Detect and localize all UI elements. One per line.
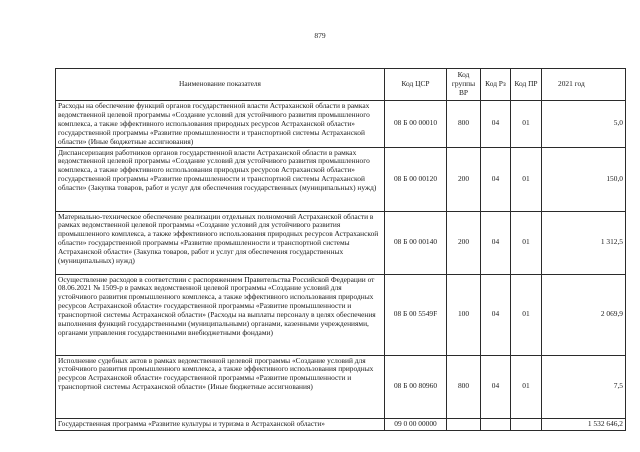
header-csr: Код ЦСР bbox=[385, 69, 447, 101]
row-rz bbox=[481, 418, 511, 430]
row-amount: 1 532 646,2 bbox=[542, 418, 626, 430]
row-pr: 01 bbox=[511, 355, 542, 418]
row-rz: 04 bbox=[481, 274, 511, 355]
row-pr: 01 bbox=[511, 147, 542, 211]
row-amount: 2 069,9 bbox=[542, 274, 626, 355]
header-year: 2021 год bbox=[542, 69, 626, 101]
header-rz: Код Рз bbox=[481, 69, 511, 101]
header-pr: Код ПР bbox=[511, 69, 542, 101]
row-amount: 150,0 bbox=[542, 147, 626, 211]
table-row bbox=[56, 147, 626, 211]
row-name: Диспансеризация работников органов государственной власти Астраханской области в рамках ведомственной целевой программы «Создание условий для устойчивого развития промышленного комплекса, а также эффективного использования природных ресурсов Астраханской области» государственной программы «Развитие промышленности и транспортной системы Астраханской области» (Закупка товаров, работ и услуг для обеспечения государственных (муниципальных) нужд) bbox=[56, 147, 385, 211]
row-vr bbox=[447, 418, 481, 430]
row-amount: 7,5 bbox=[542, 355, 626, 418]
row-csr: 08 Б 00 80960 bbox=[385, 355, 447, 418]
table-header-row bbox=[56, 69, 626, 101]
budget-table bbox=[55, 68, 626, 431]
table-row bbox=[56, 274, 626, 355]
row-amount: 1 312,5 bbox=[542, 211, 626, 274]
row-pr: 01 bbox=[511, 211, 542, 274]
row-rz: 04 bbox=[481, 101, 511, 148]
row-vr: 800 bbox=[447, 101, 481, 148]
row-csr: 08 Б 00 5549F bbox=[385, 274, 447, 355]
row-csr: 08 Б 00 00120 bbox=[385, 147, 447, 211]
row-rz: 04 bbox=[481, 355, 511, 418]
row-csr: 08 Б 00 00010 bbox=[385, 101, 447, 148]
row-vr: 200 bbox=[447, 147, 481, 211]
row-pr bbox=[511, 418, 542, 430]
table-row bbox=[56, 355, 626, 418]
row-vr: 100 bbox=[447, 274, 481, 355]
row-vr: 200 bbox=[447, 211, 481, 274]
table-row bbox=[56, 211, 626, 274]
row-amount: 5,0 bbox=[542, 101, 626, 148]
header-vr: Код группы ВР bbox=[447, 69, 481, 101]
row-name: Осуществление расходов в соответствии с распоряжением Правительства Российской Федерации от 08.06.2021 № 1509-р в рамках ведомственной целевой программы «Создание условий для устойчивого развития промышленного комплекса, а также эффективного использования природных ресурсов Астраханской области» государственной программы «Развитие промышленности и транспортной системы Астраханской области» (Расходы на выплаты персоналу в целях обеспечения выполнения функций государственными (муниципальными) органами, казенными учреждениями, органами управления государственными внебюджетными фондами) bbox=[56, 274, 385, 355]
page-number: 879 bbox=[314, 31, 326, 40]
row-name: Исполнение судебных актов в рамках ведомственной целевой программы «Создание условий для устойчивого развития промышленного комплекса, а также эффективного использования природных ресурсов Астраханской области» государственной программы «Развитие промышленности и транспортной системы Астраханской области» (Иные бюджетные ассигнования) bbox=[56, 355, 385, 418]
row-csr: 09 0 00 00000 bbox=[385, 418, 447, 430]
row-vr: 800 bbox=[447, 355, 481, 418]
row-pr: 01 bbox=[511, 274, 542, 355]
row-pr: 01 bbox=[511, 101, 542, 148]
row-csr: 08 Б 00 00140 bbox=[385, 211, 447, 274]
table-row bbox=[56, 418, 626, 430]
row-name: Расходы на обеспечение функций органов государственной власти Астраханской области в рамках ведомственной целевой программы «Создание условий для устойчивого развития промышленного комплекса, а также эффективного использования природных ресурсов Астраханской области» государственной программы «Развитие промышленности и транспортной системы Астраханской области» (Иные бюджетные ассигнования) bbox=[56, 101, 385, 148]
header-name: Наименование показателя bbox=[56, 69, 385, 101]
table-row bbox=[56, 101, 626, 148]
row-name: Материально-техническое обеспечение реализации отдельных полномочий Астраханской области в рамках ведомственной целевой программы «Создание условий для устойчивого развития промышленного комплекса, а также эффективного использования природных ресурсов Астраханской области» государственной программы «Развитие промышленности и транспортной системы Астраханской области» (Закупка товаров, работ и услуг для обеспечения государственных (муниципальных) нужд) bbox=[56, 211, 385, 274]
row-rz: 04 bbox=[481, 211, 511, 274]
row-rz: 04 bbox=[481, 147, 511, 211]
row-name: Государственная программа «Развитие культуры и туризма в Астраханской области» bbox=[56, 418, 385, 430]
